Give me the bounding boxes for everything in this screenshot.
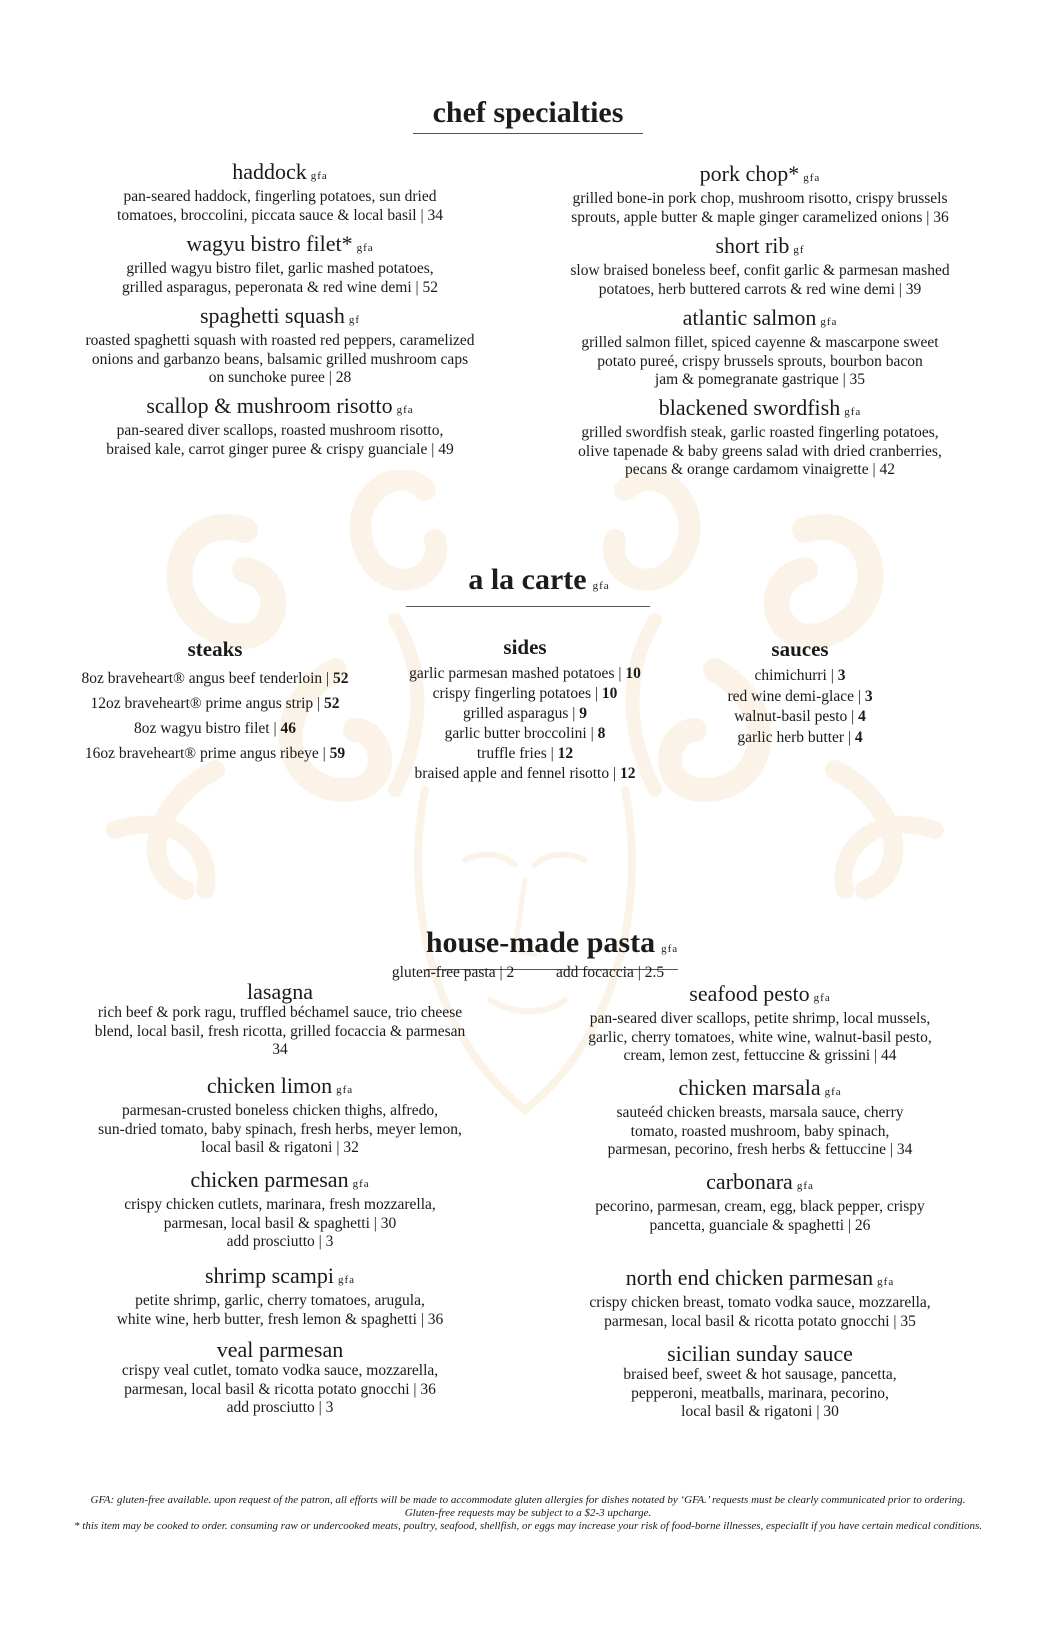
a-la-carte-item — [370, 684, 680, 704]
menu-item-description: jam & pomegranate gastrique | 35 — [654, 371, 866, 388]
a-la-carte-item-text: red wine demi-glace | — [727, 687, 865, 705]
dietary-tag: gf — [793, 244, 805, 256]
menu-item-description: local basil & rigatoni | 30 — [681, 1403, 839, 1420]
menu-item-description: add prosciutto | 3 — [226, 1233, 334, 1250]
menu-item-name — [40, 394, 520, 422]
menu-item-name — [500, 1076, 1020, 1104]
house-made-pasta-tag: gfa — [661, 943, 679, 955]
menu-item-title: north end chicken parmesan — [625, 1265, 874, 1290]
menu-item-title: carbonara — [706, 1169, 793, 1194]
a-la-carte-title: a la carte — [468, 563, 587, 596]
menu-item — [500, 234, 1020, 299]
dietary-tag: gfa — [336, 1084, 354, 1096]
menu-item-name — [500, 306, 1020, 334]
a-la-carte-item — [370, 764, 680, 784]
menu-item — [500, 1342, 1020, 1422]
a-la-carte-item-text: 16oz braveheart® prime angus ribeye | — [84, 745, 330, 762]
menu-item — [40, 1264, 520, 1329]
a-la-carte-item — [370, 744, 680, 764]
menu-item-description: pecorino, parmesan, cream, egg, black pepper, crispy — [595, 1198, 925, 1215]
dietary-tag: gfa — [352, 1178, 370, 1190]
menu-item-description: braised kale, carrot ginger puree & crispy guanciale | 49 — [106, 440, 454, 458]
menu-item-description: parmesan, local basil & ricotta potato gnocchi | 36 — [124, 1380, 436, 1398]
gluten-free-pasta-note: gluten-free pasta | 2 — [391, 964, 515, 981]
menu-item-name — [40, 980, 520, 1004]
menu-item — [500, 1170, 1020, 1235]
menu-item-description: tomatoes, broccolini, piccata sauce & local basil | 34 — [117, 206, 443, 224]
menu-item-name — [40, 304, 520, 332]
a-la-carte-item — [40, 716, 390, 741]
a-la-carte-item-text: 12oz braveheart® prime angus strip | — [90, 695, 325, 712]
a-la-carte-item-price: 10 — [601, 685, 618, 702]
a-la-carte-item-price: 3 — [837, 667, 846, 684]
menu-item-description: potatoes, herb buttered carrots & red wine demi | 39 — [598, 280, 922, 298]
menu-item-title: chicken marsala — [678, 1075, 821, 1100]
a-la-carte-item-price: 12 — [557, 745, 574, 762]
chef-specialties-heading — [0, 95, 1056, 134]
steaks-column — [40, 636, 390, 766]
menu-item-description: pan-seared haddock, fingerling potatoes, sun dried — [123, 188, 437, 205]
a-la-carte-item-price: 3 — [864, 687, 873, 705]
a-la-carte-item-price: 46 — [280, 720, 296, 737]
menu-item — [40, 1338, 520, 1418]
a-la-carte-item-text: chimichurri | — [754, 667, 838, 684]
menu-item-description: add prosciutto | 3 — [226, 1399, 334, 1416]
menu-item-description: parmesan, local basil & spaghetti | 30 — [163, 1214, 397, 1232]
menu-item-title: haddock — [232, 159, 307, 184]
menu-item-description: crispy veal cutlet, tomato vodka sauce, mozzarella, — [121, 1362, 439, 1379]
menu-item-description: sauteéd chicken breasts, marsala sauce, cherry — [616, 1104, 904, 1121]
menu-item-description: parmesan, pecorino, fresh herbs & fettuccine | 34 — [607, 1141, 913, 1158]
menu-item-title: pork chop* — [699, 161, 800, 186]
menu-item-description: pepperoni, meatballs, marinara, pecorino, — [631, 1384, 889, 1402]
a-la-carte-item-text: garlic herb butter | — [737, 728, 855, 746]
a-la-carte-item — [690, 666, 910, 687]
menu-item-description: slow braised boneless beef, confit garlic & parmesan mashed — [570, 262, 950, 279]
dietary-tag: gfa — [820, 316, 838, 328]
steaks-heading: steaks — [187, 637, 243, 661]
menu-item-title: veal parmesan — [216, 1337, 344, 1362]
dietary-tag: gfa — [803, 172, 821, 184]
dietary-tag: gfa — [796, 1180, 814, 1192]
menu-item-name — [500, 1170, 1020, 1198]
sides-heading: sides — [503, 635, 547, 659]
menu-item-description: parmesan-crusted boneless chicken thighs, alfredo, — [122, 1102, 438, 1119]
menu-item — [40, 304, 520, 388]
a-la-carte-item — [370, 704, 680, 724]
menu-item-name — [500, 234, 1020, 262]
menu-item-description: garlic, cherry tomatoes, white wine, walnut-basil pesto, — [588, 1028, 932, 1046]
dietary-tag: gf — [348, 314, 360, 326]
menu-item-description: tomato, roasted mushroom, baby spinach, — [630, 1122, 890, 1140]
menu-item-description: sun-dried tomato, baby spinach, fresh herbs, meyer lemon, — [98, 1120, 462, 1138]
a-la-carte-item-text: 8oz braveheart® angus beef tenderloin | — [81, 670, 334, 687]
menu-item-title: shrimp scampi — [205, 1263, 334, 1288]
menu-item-description: on sunchoke puree | 28 — [208, 369, 352, 386]
a-la-carte-item — [370, 664, 680, 684]
a-la-carte-item-price: 9 — [579, 705, 588, 722]
menu-item-description: crispy chicken breast, tomato vodka sauce, mozzarella, — [589, 1294, 931, 1311]
menu-item-description: parmesan, local basil & ricotta potato gnocchi | 35 — [604, 1312, 916, 1330]
a-la-carte-item — [690, 707, 910, 728]
menu-item-description: potato pureé, crispy brussels sprouts, bourbon bacon — [597, 352, 923, 370]
sauces-list — [690, 666, 910, 748]
menu-item — [500, 1266, 1020, 1331]
menu-item-title: scallop & mushroom risotto — [146, 393, 393, 418]
menu-item-title: seafood pesto — [689, 981, 810, 1006]
menu-item-description: sprouts, apple butter & maple ginger caramelized onions | 36 — [571, 208, 949, 226]
menu-item — [500, 396, 1020, 480]
dietary-tag: gfa — [356, 242, 374, 254]
menu-item-name — [500, 1342, 1020, 1366]
a-la-carte-item-text: 8oz wagyu bistro filet | — [134, 720, 281, 737]
a-la-carte-item — [40, 741, 390, 766]
menu-item-name — [40, 1074, 520, 1102]
menu-item-name — [40, 232, 520, 260]
menu-item-title: wagyu bistro filet* — [186, 231, 353, 256]
a-la-carte-item-text: braised apple and fennel risotto | — [414, 765, 620, 782]
dietary-tag: gfa — [310, 170, 328, 182]
footer-upcharge-note: Gluten-free requests may be subject to a $2-3 upcharge. — [404, 1507, 652, 1519]
dietary-tag: gfa — [813, 992, 831, 1004]
a-la-carte-item-price: 8 — [597, 725, 606, 742]
menu-item-description: pan-seared diver scallops, petite shrimp, local mussels, — [589, 1010, 931, 1027]
dietary-tag: gfa — [396, 404, 414, 416]
a-la-carte-item-price: 12 — [619, 765, 636, 782]
menu-item-description: grilled salmon fillet, spiced cayenne & mascarpone sweet — [581, 334, 939, 351]
house-made-pasta-title: house-made pasta — [425, 926, 656, 959]
menu-item — [500, 162, 1020, 227]
menu-item-title: spaghetti squash — [200, 303, 345, 328]
menu-item-title: lasagna — [247, 979, 313, 1004]
menu-item-description: local basil & rigatoni | 32 — [201, 1139, 359, 1156]
menu-item-title: blackened swordfish — [658, 395, 841, 420]
a-la-carte-item-text: truffle fries | — [476, 745, 558, 762]
a-la-carte-item-text: garlic butter broccolini | — [444, 725, 598, 742]
menu-item-description: grilled bone-in pork chop, mushroom risotto, crispy brussels — [572, 190, 948, 207]
a-la-carte-item-text: grilled asparagus | — [462, 705, 580, 722]
menu-item-description: roasted spaghetti squash with roasted red peppers, caramelized — [85, 332, 475, 349]
menu-item — [500, 1076, 1020, 1160]
menu-item — [40, 160, 520, 225]
a-la-carte-item-price: 4 — [858, 708, 866, 725]
menu-item-description: cream, lemon zest, fettuccine & grissini | 44 — [623, 1047, 897, 1064]
menu-item-description: onions and garbanzo beans, balsamic grilled mushroom caps — [91, 350, 469, 368]
menu-item-title: chicken limon — [206, 1073, 333, 1098]
menu-item-title: sicilian sunday sauce — [667, 1341, 853, 1366]
menu-item-description: petite shrimp, garlic, cherry tomatoes, arugula, — [135, 1292, 425, 1309]
a-la-carte-item — [690, 687, 910, 708]
a-la-carte-item — [40, 666, 390, 691]
a-la-carte-item-price: 59 — [329, 745, 346, 762]
menu-item-title: atlantic salmon — [682, 305, 817, 330]
chef-specialties-title: chef specialties — [413, 95, 644, 134]
a-la-carte-item-price: 52 — [333, 670, 349, 687]
dietary-tag: gfa — [844, 406, 862, 418]
menu-item-description: blend, local basil, fresh ricotta, grilled focaccia & parmesan — [94, 1022, 466, 1040]
add-focaccia-note: add focaccia | 2.5 — [555, 964, 665, 981]
menu-item-name — [500, 1266, 1020, 1294]
dietary-tag: gfa — [824, 1086, 842, 1098]
menu-item-description: pecans & orange cardamom vinaigrette | 42 — [625, 461, 895, 478]
a-la-carte-tag: gfa — [592, 580, 610, 592]
sides-column — [370, 634, 680, 784]
menu-item-description: rich beef & pork ragu, truffled béchamel sauce, trio cheese — [97, 1004, 463, 1021]
footer-gfa-note: GFA: gluten-free available. upon request of the patron, all efforts will be made to accommodate gluten allergies for dishes notated by ‘GFA.’ requests must be clearly communicated prior to ordering. — [90, 1494, 966, 1506]
menu-item — [40, 1074, 520, 1158]
menu-item-description: white wine, herb butter, fresh lemon & spaghetti | 36 — [116, 1310, 444, 1328]
footer-raw-food-warning: * this item may be cooked to order. consuming raw or undercooked meats, poultry, seafood, shellfish, or eggs may increase your risk of food-borne illnesses, especiallt if you have certain medical conditions. — [74, 1520, 982, 1532]
menu-item-description: 34 — [272, 1041, 288, 1058]
footer-disclaimer — [0, 1494, 1056, 1533]
menu-item-name — [500, 162, 1020, 190]
menu-item — [500, 982, 1020, 1066]
a-la-carte-item — [40, 691, 390, 716]
a-la-carte-item-text: walnut-basil pesto | — [734, 708, 859, 725]
menu-item-description: pan-seared diver scallops, roasted mushroom risotto, — [116, 422, 444, 439]
menu-item-title: short rib — [715, 233, 790, 258]
menu-item — [40, 394, 520, 459]
sauces-column — [690, 636, 910, 748]
sauces-heading: sauces — [771, 637, 829, 661]
menu-item-name — [500, 982, 1020, 1010]
menu-item-description: crispy chicken cutlets, marinara, fresh mozzarella, — [124, 1196, 436, 1213]
menu-item-name — [500, 396, 1020, 424]
menu-item-description: braised beef, sweet & hot sausage, pancetta, — [623, 1366, 897, 1383]
menu-item — [40, 232, 520, 297]
menu-item — [500, 306, 1020, 390]
a-la-carte-item-price: 10 — [625, 665, 641, 682]
dietary-tag: gfa — [337, 1274, 355, 1286]
a-la-carte-item — [690, 728, 910, 749]
menu-item-description: grilled wagyu bistro filet, garlic mashed potatoes, — [126, 260, 434, 277]
menu-item-name — [40, 1168, 520, 1196]
menu-item-title: chicken parmesan — [190, 1167, 349, 1192]
menu-item-name — [40, 160, 520, 188]
a-la-carte-item-text: garlic parmesan mashed potatoes | — [409, 665, 626, 682]
dietary-tag: gfa — [877, 1276, 895, 1288]
menu-item-description: grilled swordfish steak, garlic roasted fingerling potatoes, — [581, 424, 939, 441]
a-la-carte-item-price: 52 — [324, 695, 340, 712]
menu-item-description: olive tapenade & baby greens salad with dried cranberries, — [578, 442, 942, 460]
menu-item-name — [40, 1264, 520, 1292]
menu-item — [40, 980, 520, 1060]
a-la-carte-item — [370, 724, 680, 744]
sides-list — [370, 664, 680, 784]
a-la-carte-item-text: crispy fingerling potatoes | — [432, 685, 602, 702]
a-la-carte-item-price: 4 — [854, 728, 863, 746]
menu-item-description: grilled asparagus, peperonata & red wine demi | 52 — [121, 278, 438, 296]
a-la-carte-heading — [0, 562, 1056, 607]
menu-item-name — [40, 1338, 520, 1362]
steaks-list — [40, 666, 390, 766]
menu-item — [40, 1168, 520, 1252]
menu-item-description: pancetta, guanciale & spaghetti | 26 — [649, 1216, 871, 1234]
